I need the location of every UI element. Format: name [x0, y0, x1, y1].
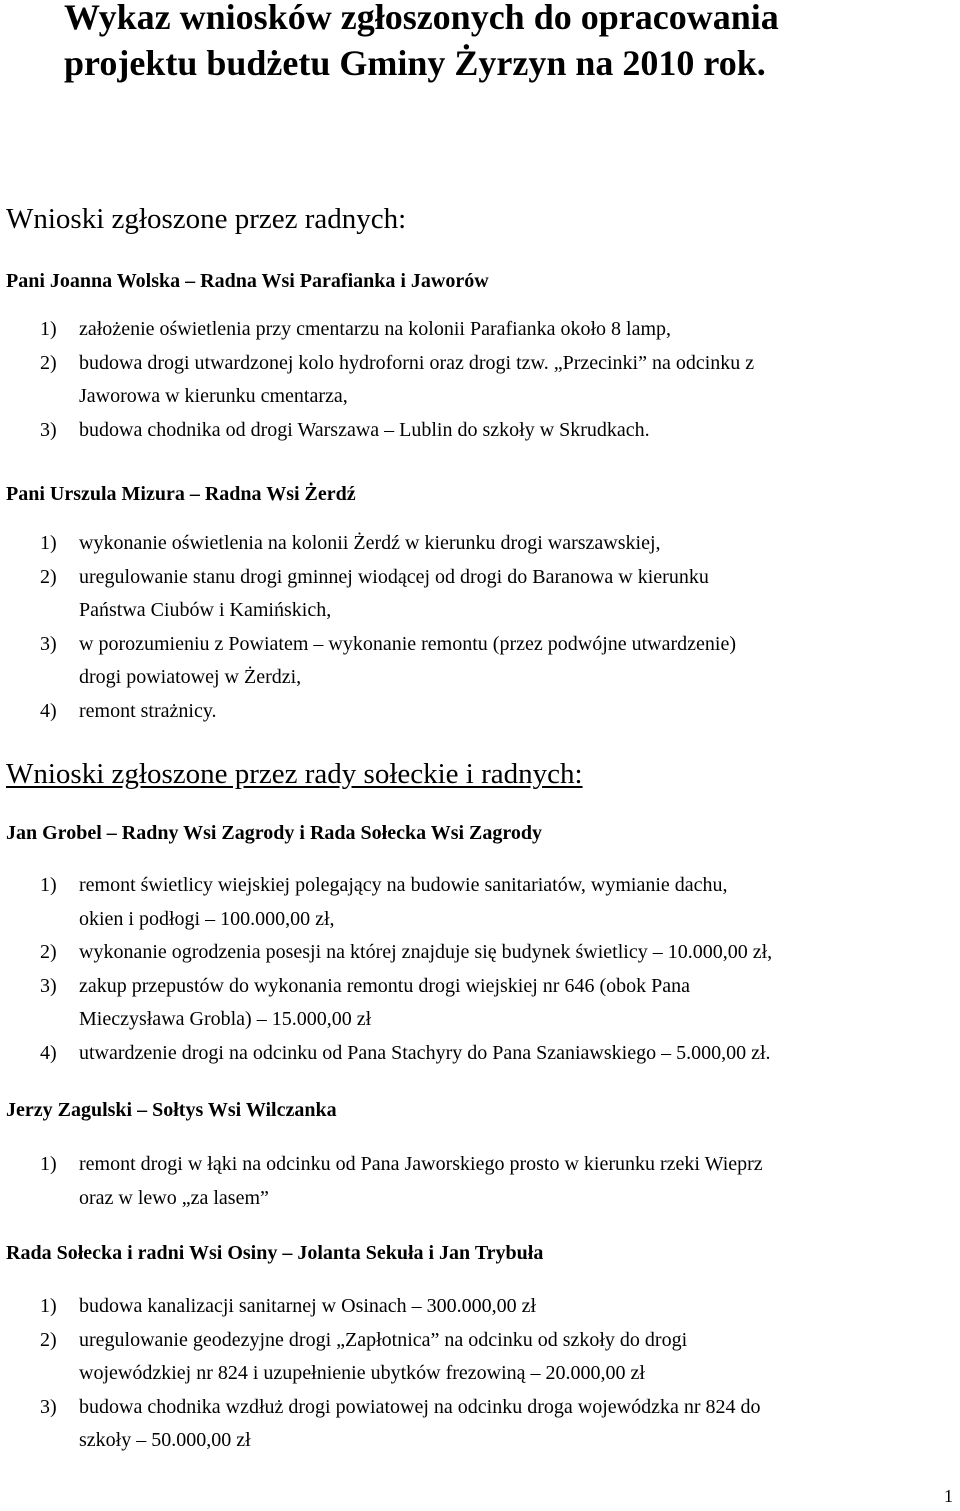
list-item: 3) budowa chodnika od drogi Warszawa – Lublin do szkoły w Skrudkach. — [40, 418, 650, 441]
list-item: 4) remont strażnicy. — [40, 699, 217, 722]
list-osiny — [0, 1290, 960, 1458]
title-line-2: projektu budżetu Gminy Żyrzyn na 2010 rok. — [64, 43, 766, 83]
group-heading-grobel: Jan Grobel – Radny Wsi Zagrody i Rada Sołecka Wsi Zagrody — [6, 822, 543, 844]
page-number: 1 — [944, 1486, 953, 1506]
list-item: 2) budowa drogi utwardzonej kolo hydroforni oraz drogi tzw. „Przecinki” na odcinku z Jaworowa w kierunku cmentarza, — [40, 351, 755, 407]
group-heading-zagulski: Jerzy Zagulski – Sołtys Wsi Wilczanka — [6, 1099, 337, 1121]
group-heading-osiny: Rada Sołecka i radni Wsi Osiny – Jolanta Sekuła i Jan Trybuła — [6, 1242, 544, 1264]
list-grobel — [0, 869, 960, 1070]
list-item: 1) założenie oświetlenia przy cmentarzu na kolonii Parafianka około 8 lamp, — [40, 318, 672, 340]
list-item: 1) wykonanie oświetlenia na kolonii Żerdź w kierunku drogi warszawskiej, — [40, 532, 661, 554]
list-item: 1) remont drogi w łąki na odcinku od Pana Jaworskiego prosto w kierunku rzeki Wieprz oraz w lewo „za lasem” — [40, 1153, 763, 1209]
list-item: 4) utwardzenie drogi na odcinku od Pana Stachyry do Pana Szaniawskiego – 5.000,00 zł. — [40, 1041, 771, 1064]
list-item: 3) w porozumieniu z Powiatem – wykonanie remontu (przez podwójne utwardzenie) drogi powiatowej w Żerdzi, — [40, 632, 737, 688]
list-item: 2) uregulowanie geodezyjne drogi „Zapłotnica” na odcinku od szkoły do drogi wojewódzkiej nr 824 i uzupełnienie ubytków frezowiną – 20.000,00 zł — [40, 1328, 688, 1384]
document-title — [64, 0, 779, 86]
group-heading-wolska: Pani Joanna Wolska – Radna Wsi Parafianka i Jaworów — [6, 270, 489, 292]
section-heading-radni: Wnioski zgłoszone przez radnych: — [6, 203, 407, 235]
list-item: 1) budowa kanalizacji sanitarnej w Osinach – 300.000,00 zł — [40, 1295, 537, 1317]
list-item: 3) zakup przepustów do wykonania remontu drogi wiejskiej nr 646 (obok Pana Mieczysława Grobla) – 15.000,00 zł — [40, 974, 690, 1030]
list-item: 2) uregulowanie stanu drogi gminnej wiodącej od drogi do Baranowa w kierunku Państwa Ciubów i Kamińskich, — [40, 565, 709, 621]
list-item: 1) remont świetlicy wiejskiej polegający na budowie sanitariatów, wymianie dachu, okien i podłogi – 100.000,00 zł, — [40, 874, 728, 930]
list-item: 3) budowa chodnika wzdłuż drogi powiatowej na odcinku droga wojewódzka nr 824 do szkoły – 50.000,00 zł — [40, 1395, 761, 1451]
list-wolska — [0, 313, 960, 447]
list-item: 2) wykonanie ogrodzenia posesji na której znajduje się budynek świetlicy – 10.000,00 zł, — [40, 941, 773, 963]
section-heading-rady-soleckie: Wnioski zgłoszone przez rady sołeckie i radnych: — [6, 758, 583, 790]
list-zagulski — [0, 1148, 960, 1215]
group-heading-mizura: Pani Urszula Mizura – Radna Wsi Żerdź — [6, 483, 356, 505]
list-mizura — [0, 527, 960, 728]
title-line-1: Wykaz wniosków zgłoszonych do opracowania — [64, 0, 779, 37]
